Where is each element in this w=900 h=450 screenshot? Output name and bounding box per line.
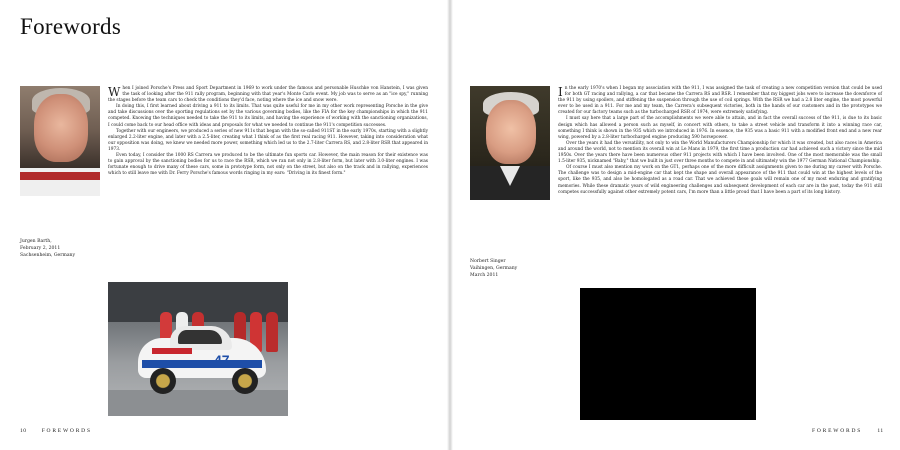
right-page (452, 0, 900, 450)
paragraph: Of course I must also mention my work on the GT1, perhaps one of the more difficult assignments given to me during my career with Porsche. The challenge was to design a mid-engine car that kept the shape and overall appearance of the 911 that could win at the highest levels of the sport, like the 935, and also be homologated as a road car. That we achieved these goals will remain one of my most enduring and gratifying memories. While these dramatic years of wild engineering challenges and subsequent development of each car are in the past, today the 911 still competes successfully against other extremely potent cars, I'm more than a little proud that I have been a part of its long history. (558, 165, 882, 195)
running-footer: FOREWORDS (41, 428, 92, 434)
footer-right (812, 428, 884, 434)
page-title: Forewords (20, 14, 122, 39)
paragraph: When I joined Porsche's Press and Sport Department in 1969 to work under the famous and personable Huschke von Hanstein, I was given the task of looking after the 911 rally program, beginning with that year's Monte Carlo event. My job was to serve as an "ice spy," running the stages before the team cars to check the conditions they'd face, noting where the ice and snow were. (108, 85, 428, 104)
signature-place: Sachsenheim, Germany (20, 253, 76, 258)
signature-place: Vaihingen, Germany (470, 266, 518, 271)
signature-name: Jurgen Barth, (20, 239, 52, 244)
paragraph: I must say here that a large part of the accomplishments we were able to attain, and in fact the overall success of the 911, is due to its basic design which has allowed a person such as myself, in concert with others, to take a street vehicle and transform it into a winning race car, something I think is shown in the 935 which we introduced in 1976. In essence, the 935 was a basic 911 with a modified front end and a new rear wing, powered by a 2.8-liter turbocharged engine producing 590 horsepower. (558, 116, 882, 140)
drop-cap: W (108, 85, 121, 99)
signature-date: February 2, 2011 (20, 246, 61, 251)
page-number: 11 (877, 428, 884, 434)
car-number: 47 (214, 352, 230, 368)
paragraph: Even today, I consider the 1000 RS Carrera we produced to be the ultimate fun sports car. However, the main reason for their existence was to gain approval by the sanctioning bodies for us to race the RSR, which we ran not only in 2.8-liter form, but later with 3.0-liter engines. I was fortunate enough to drive many of these cars, some in prototype form, not only on the street, but also on the track and in rallying, experiences which to still leave me with Dr. Ferry Porsche's famous words ringing in my ears: "Driving in its finest form." (108, 153, 428, 177)
blank-photo (580, 288, 756, 420)
foreword-text-barth (20, 86, 428, 198)
footer-left (20, 428, 92, 434)
paragraph: In the early 1970's when I began my association with the 911, I was assigned the task of creating a new competition version that could be used for both GT racing and rallying, a car that became the Carrera RS and RSR. I remember that my biggest jobs were to increase the downforce of the 911 by using spoilers, and stiffening the suspension through the use of coil springs. With the RSR we had a 2.8 liter engine, the most powerful ever to be used in a 911. For me and my team, the Carrera's subsequent victories, both in the hands of our customers and in the prototypes we created for our factory teams such as the turbocharged RSR of 1974, were extremely satisfying. (558, 85, 882, 116)
foreword-text-singer (470, 86, 882, 206)
running-footer: FOREWORDS (812, 428, 863, 434)
signature-name: Norbert Singer (470, 259, 506, 264)
signature-block-barth (20, 238, 75, 259)
paragraph: Together with our engineers, we produced a series of new 911s that began with the so-called 911ST in the early 1970s, starting with a slightly enlarged 2.2-liter engine, and later with a 2.5-liter, creating what I think of as the first real racing 911. However, taking into consideration what our opposition was doing, we knew we needed more power, something which led us to the 2.7-liter Carrera RS, and 2.8-liter RSR that appeared in 1973. (108, 128, 428, 152)
left-page (0, 0, 448, 450)
page-number: 10 (20, 428, 27, 434)
drop-cap: I (558, 85, 563, 99)
signature-block-singer (470, 258, 517, 279)
paragraph: In doing this, I first learned about driving a 911 to its limits. That was quite useful for me in my other work representing Porsche in the give and take discussions over the sporting regulations set by the various governing bodies, like the FIA for the key championships in which the 911 competed. Knowing the techniques needed to take the 911 to its limits, and having the experience of working with the sanctioning organizations, I could come back to our head office with ideas and proposals for what we needed to continue the 911's competition successes. (108, 104, 428, 128)
signature-date: March 2011 (470, 273, 499, 278)
paragraph: Over the years it had the versatility, not only to win the World Manufacturers Championship for which it was created, but also races in America and around the world, not to mention its overall win at Le Mans in 1979, the first time a production car had achieved such a victory since the mid 1950s. Over the years there have been numerous other 911 projects with which I have been involved. One of the most memorable was the small 1.5-liter 935, nicknamed "Baby," that we built in just over three months to compete in and ultimately win the 1977 German National Championship. (558, 140, 882, 165)
race-car-photo (108, 282, 288, 416)
